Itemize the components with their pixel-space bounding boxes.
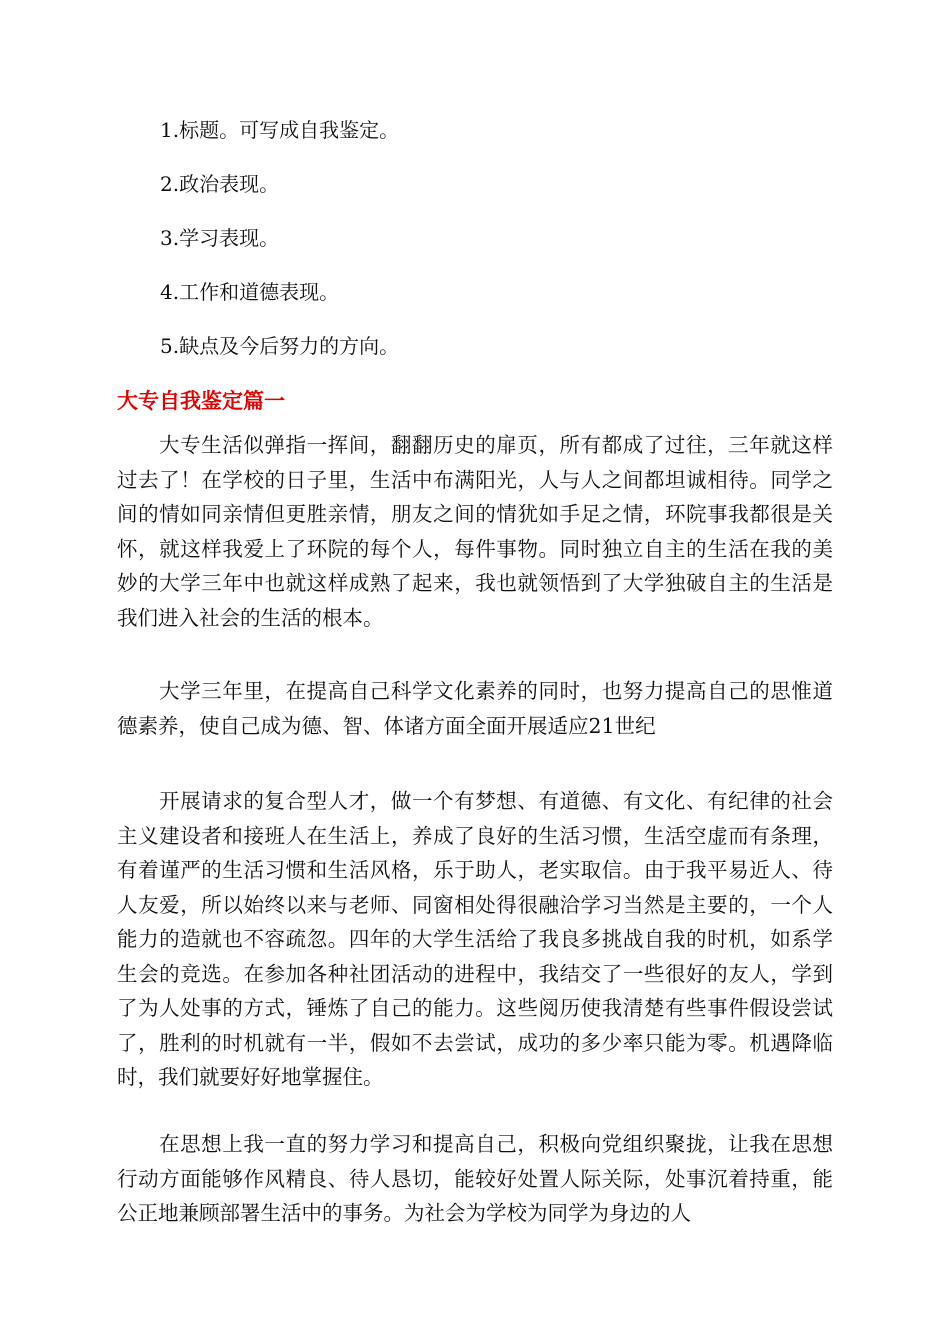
list-item: 4.工作和道德表现。 [160,280,340,304]
list-item: 5.缺点及今后努力的方向。 [160,334,400,358]
list-item: 2.政治表现。 [160,172,280,196]
list-item: 3.学习表现。 [160,226,280,250]
paragraph: 大学三年里，在提高自己科学文化素养的同时，也努力提高自己的思惟道德素养，使自己成为德、智、体诸方面全面开展适应21世纪 [117,679,833,738]
outline-list [160,113,840,383]
section-heading: 大专自我鉴定篇一 [117,389,285,413]
list-item: 1.标题。可写成自我鉴定。 [160,118,400,142]
paragraph: 开展请求的复合型人才，做一个有梦想、有道德、有文化、有纪律的社会主义建设者和接班人在生活上，养成了良好的生活习惯，生活空虚而有条理，有着谨严的生活习惯和生活风格，乐于助人，老实取信。由于我平易近人、待人友爱，所以始终以来与老师、同窗相处得很融洽学习当然是主要的，一个人能力的造就也不容疏忽。四年的大学生活给了我良多挑战自我的时机，如系学生会的竞选。在参加各种社团活动的进程中，我结交了一些很好的友人，学到了为人处事的方式，锤炼了自己的能力。这些阅历使我清楚有些事件假设尝试了，胜利的时机就有一半，假如不去尝试，成功的多少率只能为零。机遇降临时，我们就要好好地掌握住。 [117,789,833,1089]
paragraph: 大专生活似弹指一挥间，翻翻历史的扉页，所有都成了过往，三年就这样过去了！在学校的日子里，生活中布满阳光，人与人之间都坦诚相待。同学之间的情如同亲情但更胜亲情，朋友之间的情犹如手足之情，环院事我都很是关怀，就这样我爱上了环院的每个人，每件事物。同时独立自主的生活在我的美妙的大学三年中也就这样成熟了起来，我也就领悟到了大学独破自主的生活是我们进入社会的生活的根本。 [117,433,833,630]
paragraph: 在思想上我一直的努力学习和提高自己，积极向党组织聚拢，让我在思想行动方面能够作风精良、待人恳切，能较好处置人际关际，处事沉着持重，能公正地兼顾部署生活中的事务。为社会为学校为同学为身边的人 [117,1132,833,1225]
